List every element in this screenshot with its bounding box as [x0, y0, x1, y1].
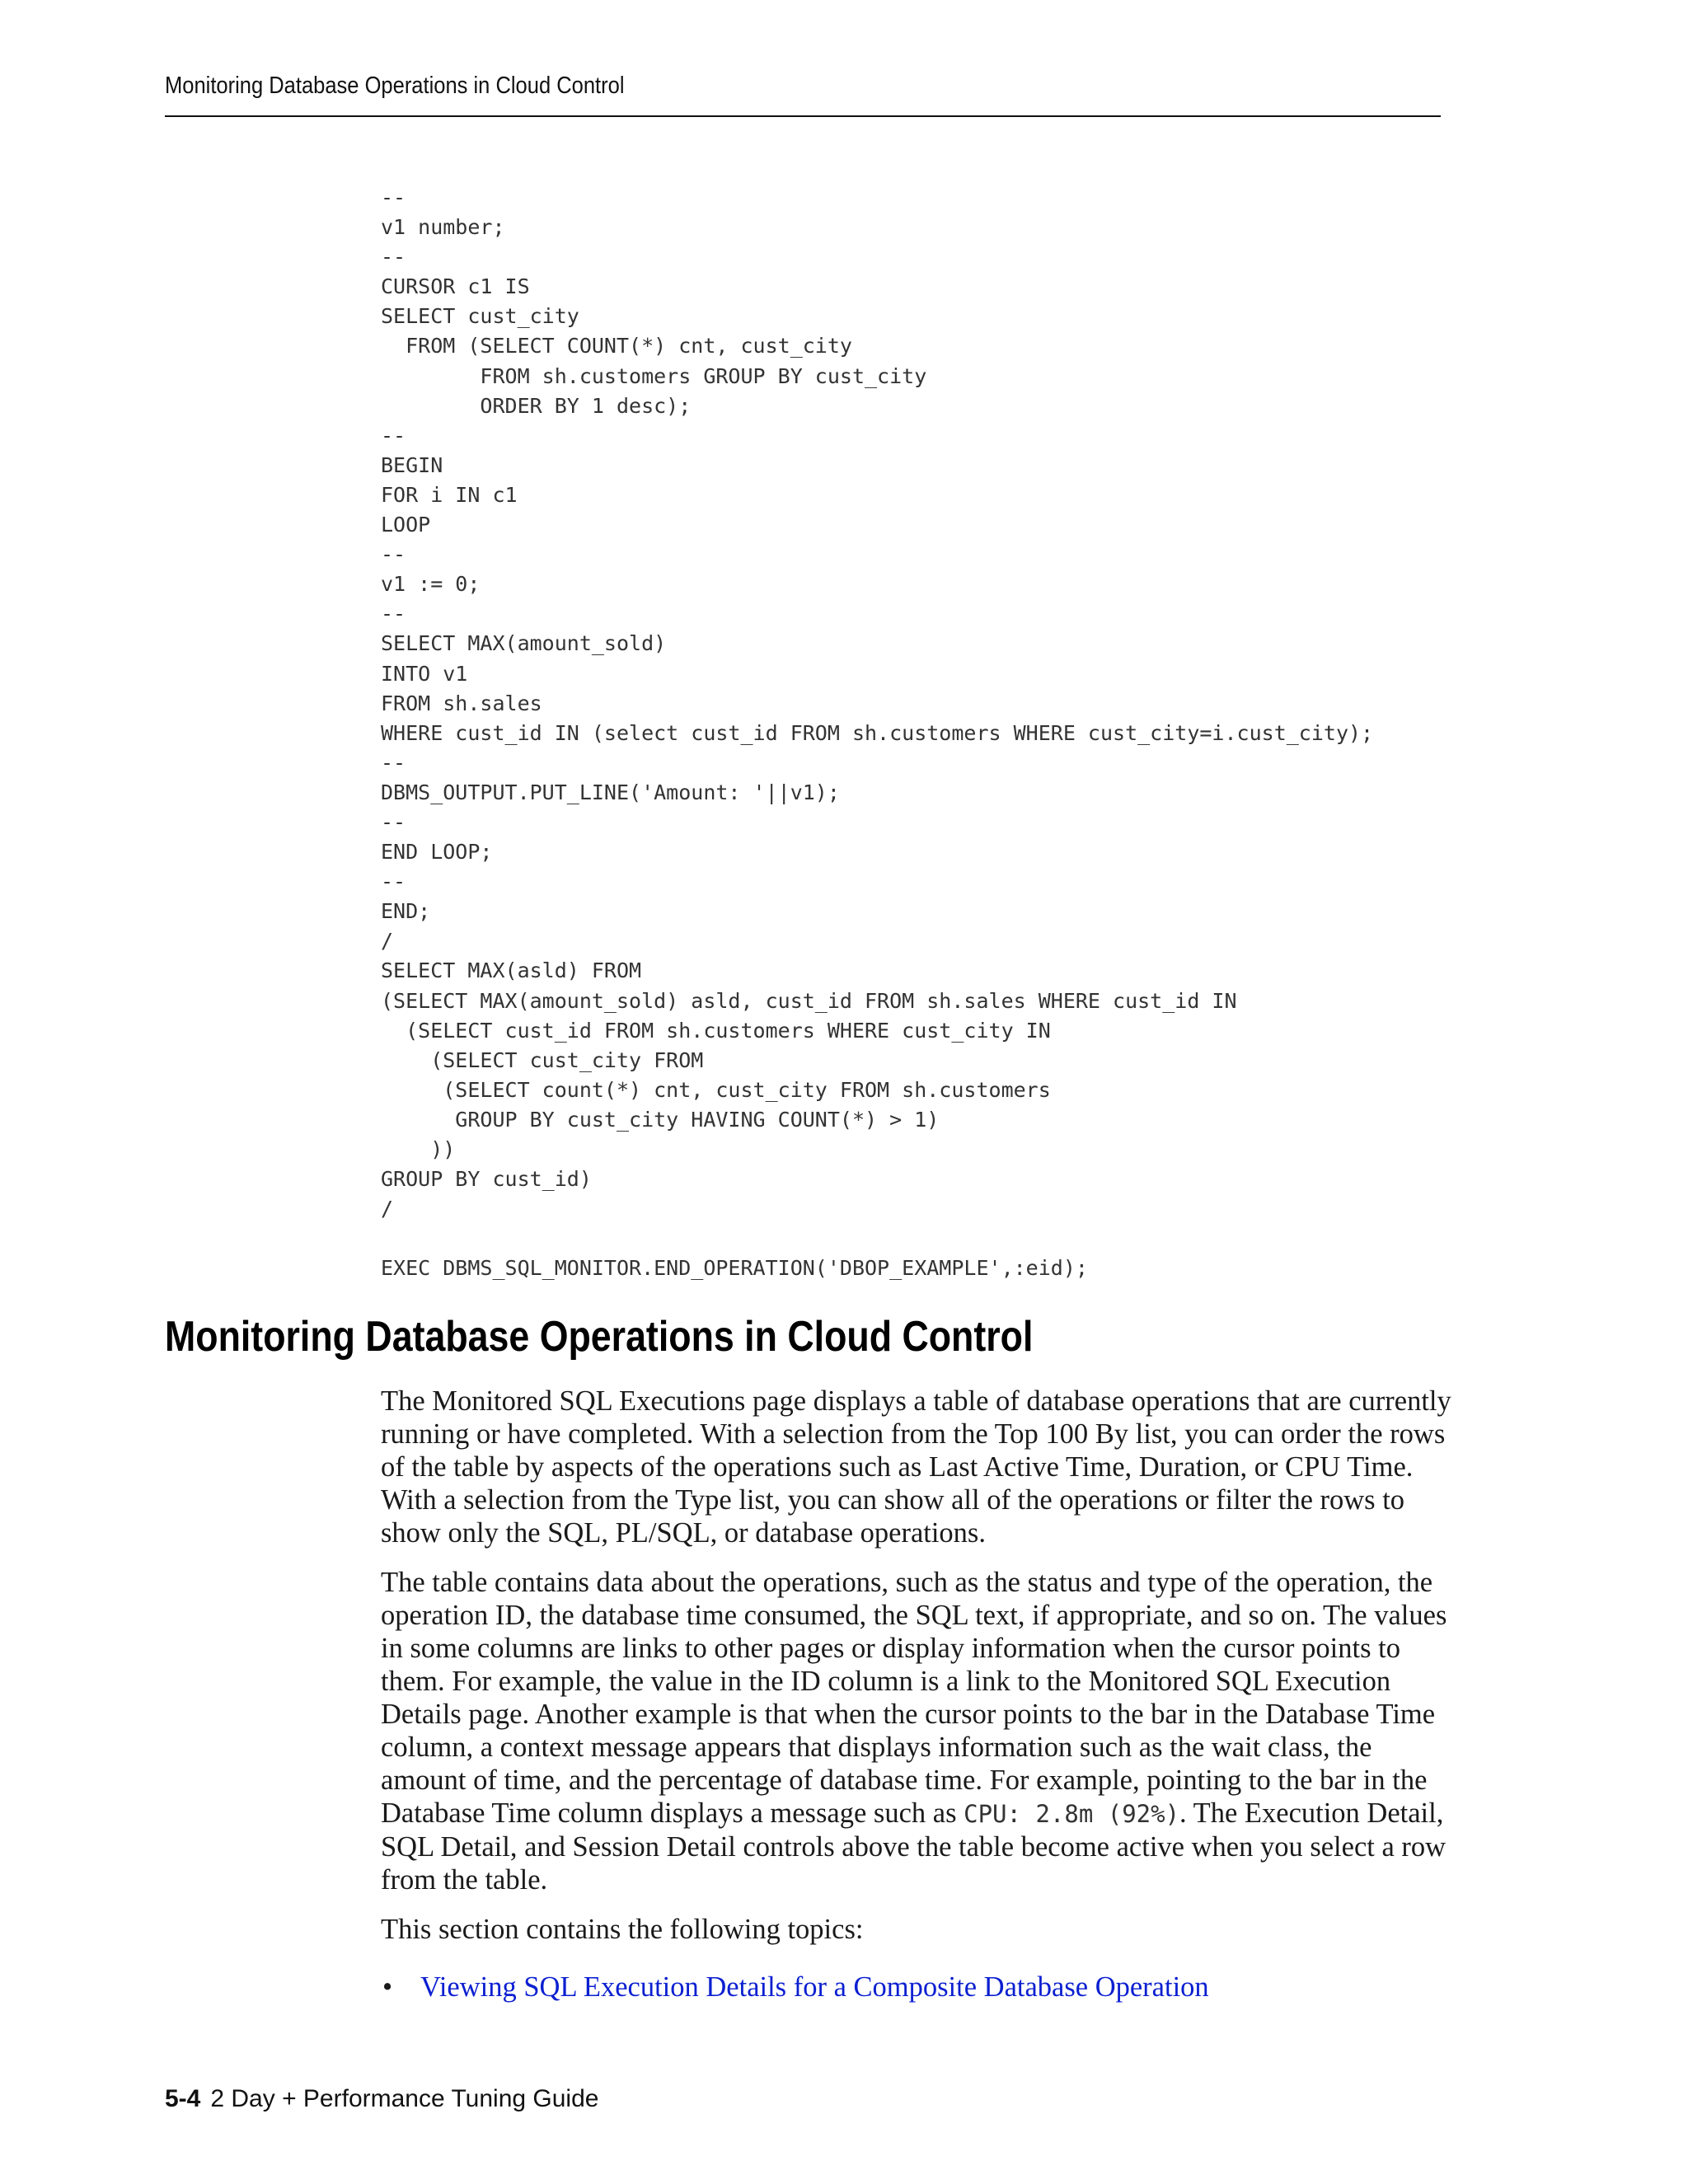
topics-list — [381, 1971, 1452, 2004]
header-divider — [165, 115, 1441, 117]
list-item — [381, 1971, 1452, 2004]
section-heading: Monitoring Database Operations in Cloud Control — [165, 1313, 1034, 1361]
bullet-icon: • — [382, 1971, 393, 2003]
topic-link-viewing-sql-execution-details[interactable]: Viewing SQL Execution Details for a Composite Database Operation — [420, 1971, 1209, 2003]
paragraph-text-after-code: . The Execution Detail, SQL Detail, and Session Detail controls above the table become active when you select a row from the table. — [381, 1797, 1447, 1896]
book-title: 2 Day + Performance Tuning Guide — [210, 2085, 599, 2112]
code-block: -- v1 number; -- CURSOR c1 IS SELECT cust_city FROM (SELECT COUNT(*) cnt, cust_city FROM sh.customers GROUP BY cust_city ORDER BY 1 desc); -- BEGIN FOR i IN c1 LOOP -- v1 := 0; -- SELECT MAX(amount_sold) INTO v1 FROM sh.sales WHERE cust_id IN (select cust_id FROM sh.customers WHERE cust_city=i.cust_city); -- DBMS_OUTPUT.PUT_LINE('Amount: '||v1); -- END LOOP; -- END; / SELECT MAX(asld) FROM (SELECT MAX(amount_sold) asld, cust_id FROM sh.sales WHERE cust_id IN (SELECT cust_id FROM sh.customers WHERE cust_city IN (SELECT cust_city FROM (SELECT count(*) cnt, cust_city FROM sh.customers GROUP BY cust_city HAVING COUNT(*) > 1) )) GROUP BY cust_id) / EXEC DBMS_SQL_MONITOR.END_OPERATION('DBOP_EXAMPLE',:eid); — [381, 185, 1374, 1281]
section-body — [381, 1385, 1452, 2004]
paragraph-text-before-code: The table contains data about the operations, such as the status and type of the operation, the operation ID, the database time consumed, the SQL text, if appropriate, and so on. The values in some columns are links to other pages or display information when the cursor points to them. For example, the value in the ID column is a link to the Monitored SQL Execution Details page. Another example is that when the cursor points to the bar in the Database Time column, a context message appears that displays information such as the wait class, the amount of time, and the percentage of database time. For example, pointing to the bar in the Database Time column displays a message such as — [381, 1567, 1447, 1829]
page-footer — [165, 2085, 598, 2113]
inline-code-sample: CPU: 2.8m (92%) — [964, 1800, 1180, 1828]
paragraph-table-details — [381, 1566, 1452, 1896]
running-header-title: Monitoring Database Operations in Cloud Control — [165, 73, 625, 99]
page-number: 5-4 — [165, 2085, 201, 2112]
paragraph-topics-intro: This section contains the following topics: — [381, 1914, 864, 1945]
paragraph-intro: The Monitored SQL Executions page displays a table of database operations that are currently running or have completed. With a selection from the Top 100 By list, you can order the rows of the table by aspects of the operations such as Last Active Time, Duration, or CPU Time. With a selection from the Type list, you can show all of the operations or filter the rows to show only the SQL, PL/SQL, or database operations. — [381, 1385, 1451, 1549]
